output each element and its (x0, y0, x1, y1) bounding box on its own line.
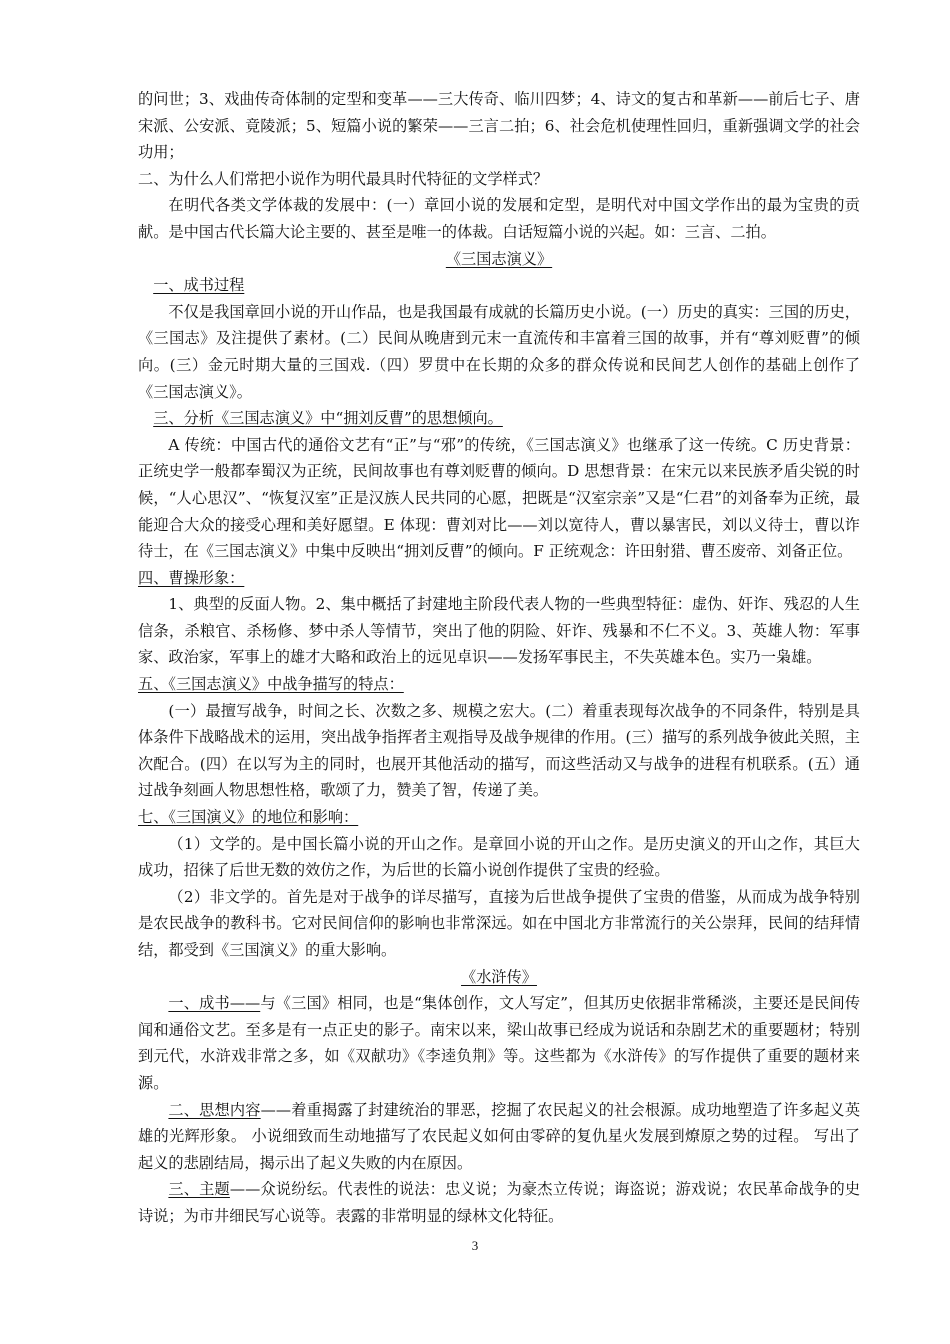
sanguo-heading-1: 一、成书过程 (153, 276, 245, 295)
shuihu-title: 《水浒传》 (461, 967, 537, 986)
sanguo-paragraph-5: (一）最擅写战争，时间之长、次数之多、规模之宏大。(二）着重表现每次战争的不同条件，特别是具体条件下战略战术的运用，突出战争指挥者主观指导及战争规律的作用。(三）描写的系列战争彼此关照，主次配合。(四）在以写为主的同时，也展开其他活动的描写，而这些活动又与战争的进程有机联系。(五）通过战争刻画人物思想性格，歌颂了力，赞美了智，传递了美。 (138, 701, 860, 800)
sanguo-title: 《三国志演义》 (445, 249, 553, 268)
shuihu-paragraph-3: 三、主题——众说纷纭。代表性的说法：忠义说；为豪杰立传说；诲盗说；游戏说；农民革命战争的史诗说；为市井细民写心说等。表露的非常明显的绿林文化特征。 (138, 1180, 861, 1225)
sanguo-paragraph-3: A 传统：中国古代的通俗文艺有“正”与“邪”的传统，《三国志演义》也继承了这一传统。C 历史背景：正统史学一般都奉蜀汉为正统，民间故事也有尊刘贬曹的倾向。D 思想背景：在宋元以来民族矛盾尖锐的时候，“人心思汉”、“恢复汉室”正是汉族人民共同的心愿，把既是“汉室宗亲”又是“仁君”的刘备奉为正统，最能迎合大众的接受心理和美好愿望。E 体现：曹刘对比——刘以宽待人，曹以暴害民，刘以义待士，曹以诈待士，在《三国志演义》中集中反映出“拥刘反曹”的倾向。F 正统观念：许田射猎、曹丕废帝、刘备正位。 (138, 435, 860, 561)
question-heading: 二、为什么人们常把小说作为明代最具时代特征的文学样式？ (138, 169, 549, 188)
sanguo-paragraph-7a: （1）文学的。是中国长篇小说的开山之作。是章回小说的开山之作。是历史演义的开山之作，其巨大成功，招徕了后世无数的效仿之作，为后世的长篇小说创作提供了宝贵的经验。 (138, 834, 860, 880)
shuihu-paragraph-1: 一、成书——与《三国》相同，也是“集体创作，文人写定”，但其历史依据非常稀淡，主要还是民间传闻和通俗文艺。至多是有一点正史的影子。南宋以来，梁山故事已经成为说话和杂剧艺术的重要题材；特别到元代，水浒戏非常之多，如《双献功》《李逵负荆》等。这些都为《水浒传》的写作提供了重要的题材来源。 (138, 994, 861, 1092)
sanguo-heading-5: 五、《三国志演义》中战争描写的特点： (138, 675, 404, 694)
document-page (138, 86, 860, 1230)
sanguo-heading-4: 四、曹操形象： (138, 568, 245, 587)
paragraph-continued: 的问世；3、戏曲传奇体制的定型和变革——三大传奇、临川四梦；4、诗文的复古和革新——前后七子、唐宋派、公安派、竟陵派；5、短篇小说的繁荣——三言二拍；6、社会危机使理性回归，重新强调文学的社会功用； (138, 90, 860, 162)
sanguo-paragraph-7b: （2）非文学的。首先是对于战争的详尽描写，直接为后世战争提供了宝贵的借鉴，从而成为战争特别是农民战争的教科书。它对民间信仰的影响也非常深远。如在中国北方非常流行的关公崇拜，民间的结拜情结，都受到《三国演义》的重大影响。 (138, 887, 860, 959)
section-title-shuihu (138, 964, 860, 991)
section-title-sanguo (138, 246, 860, 273)
page-number: 3 (471, 1238, 479, 1253)
question-answer: 在明代各类文学体裁的发展中：(一）章回小说的发展和定型，是明代对中国文学作出的最为宝贵的贡献。是中国古代长篇大论主要的、甚至是唯一的体裁。白话短篇小说的兴起。如：三言、二拍。 (138, 196, 860, 241)
sanguo-paragraph-4: 1、典型的反面人物。2、集中概括了封建地主阶段代表人物的一些典型特征：虚伪、奸诈、残忍的人生信条，杀粮官、杀杨修、梦中杀人等情节，突出了他的阴险、奸诈、残暴和不仁不义。3、英雄人物：军事家、政治家，军事上的雄才大略和政治上的远见卓识——发扬军事民主，不失英雄本色。实乃一枭雄。 (138, 595, 860, 667)
shuihu-paragraph-2: 二、思想内容——着重揭露了封建统治的罪恶，挖掘了农民起义的社会根源。成功地塑造了许多起义英雄的光辉形象。 小说细致而生动地描写了农民起义如何由零碎的复仇星火发展到燎原之势的过程。 写出了起义的悲剧结局，揭示出了起义失败的内在原因。 (138, 1100, 861, 1172)
sanguo-heading-3: 三、分析《三国志演义》中“拥刘反曹”的思想倾向。 (153, 409, 503, 428)
sanguo-paragraph-1: 不仅是我国章回小说的开山作品，也是我国最有成就的长篇历史小说。(一）历史的真实：三国的历史，《三国志》及注提供了素材。(二）民间从晚唐到元末一直流传和丰富着三国的故事，并有“尊刘贬曹”的倾向。(三）金元时期大量的三国戏.（四）罗贯中在长期的众多的群众传说和民间艺人创作的基础上创作了《三国志演义》。 (138, 302, 860, 401)
sanguo-heading-7: 七、《三国演义》的地位和影响： (138, 808, 359, 827)
